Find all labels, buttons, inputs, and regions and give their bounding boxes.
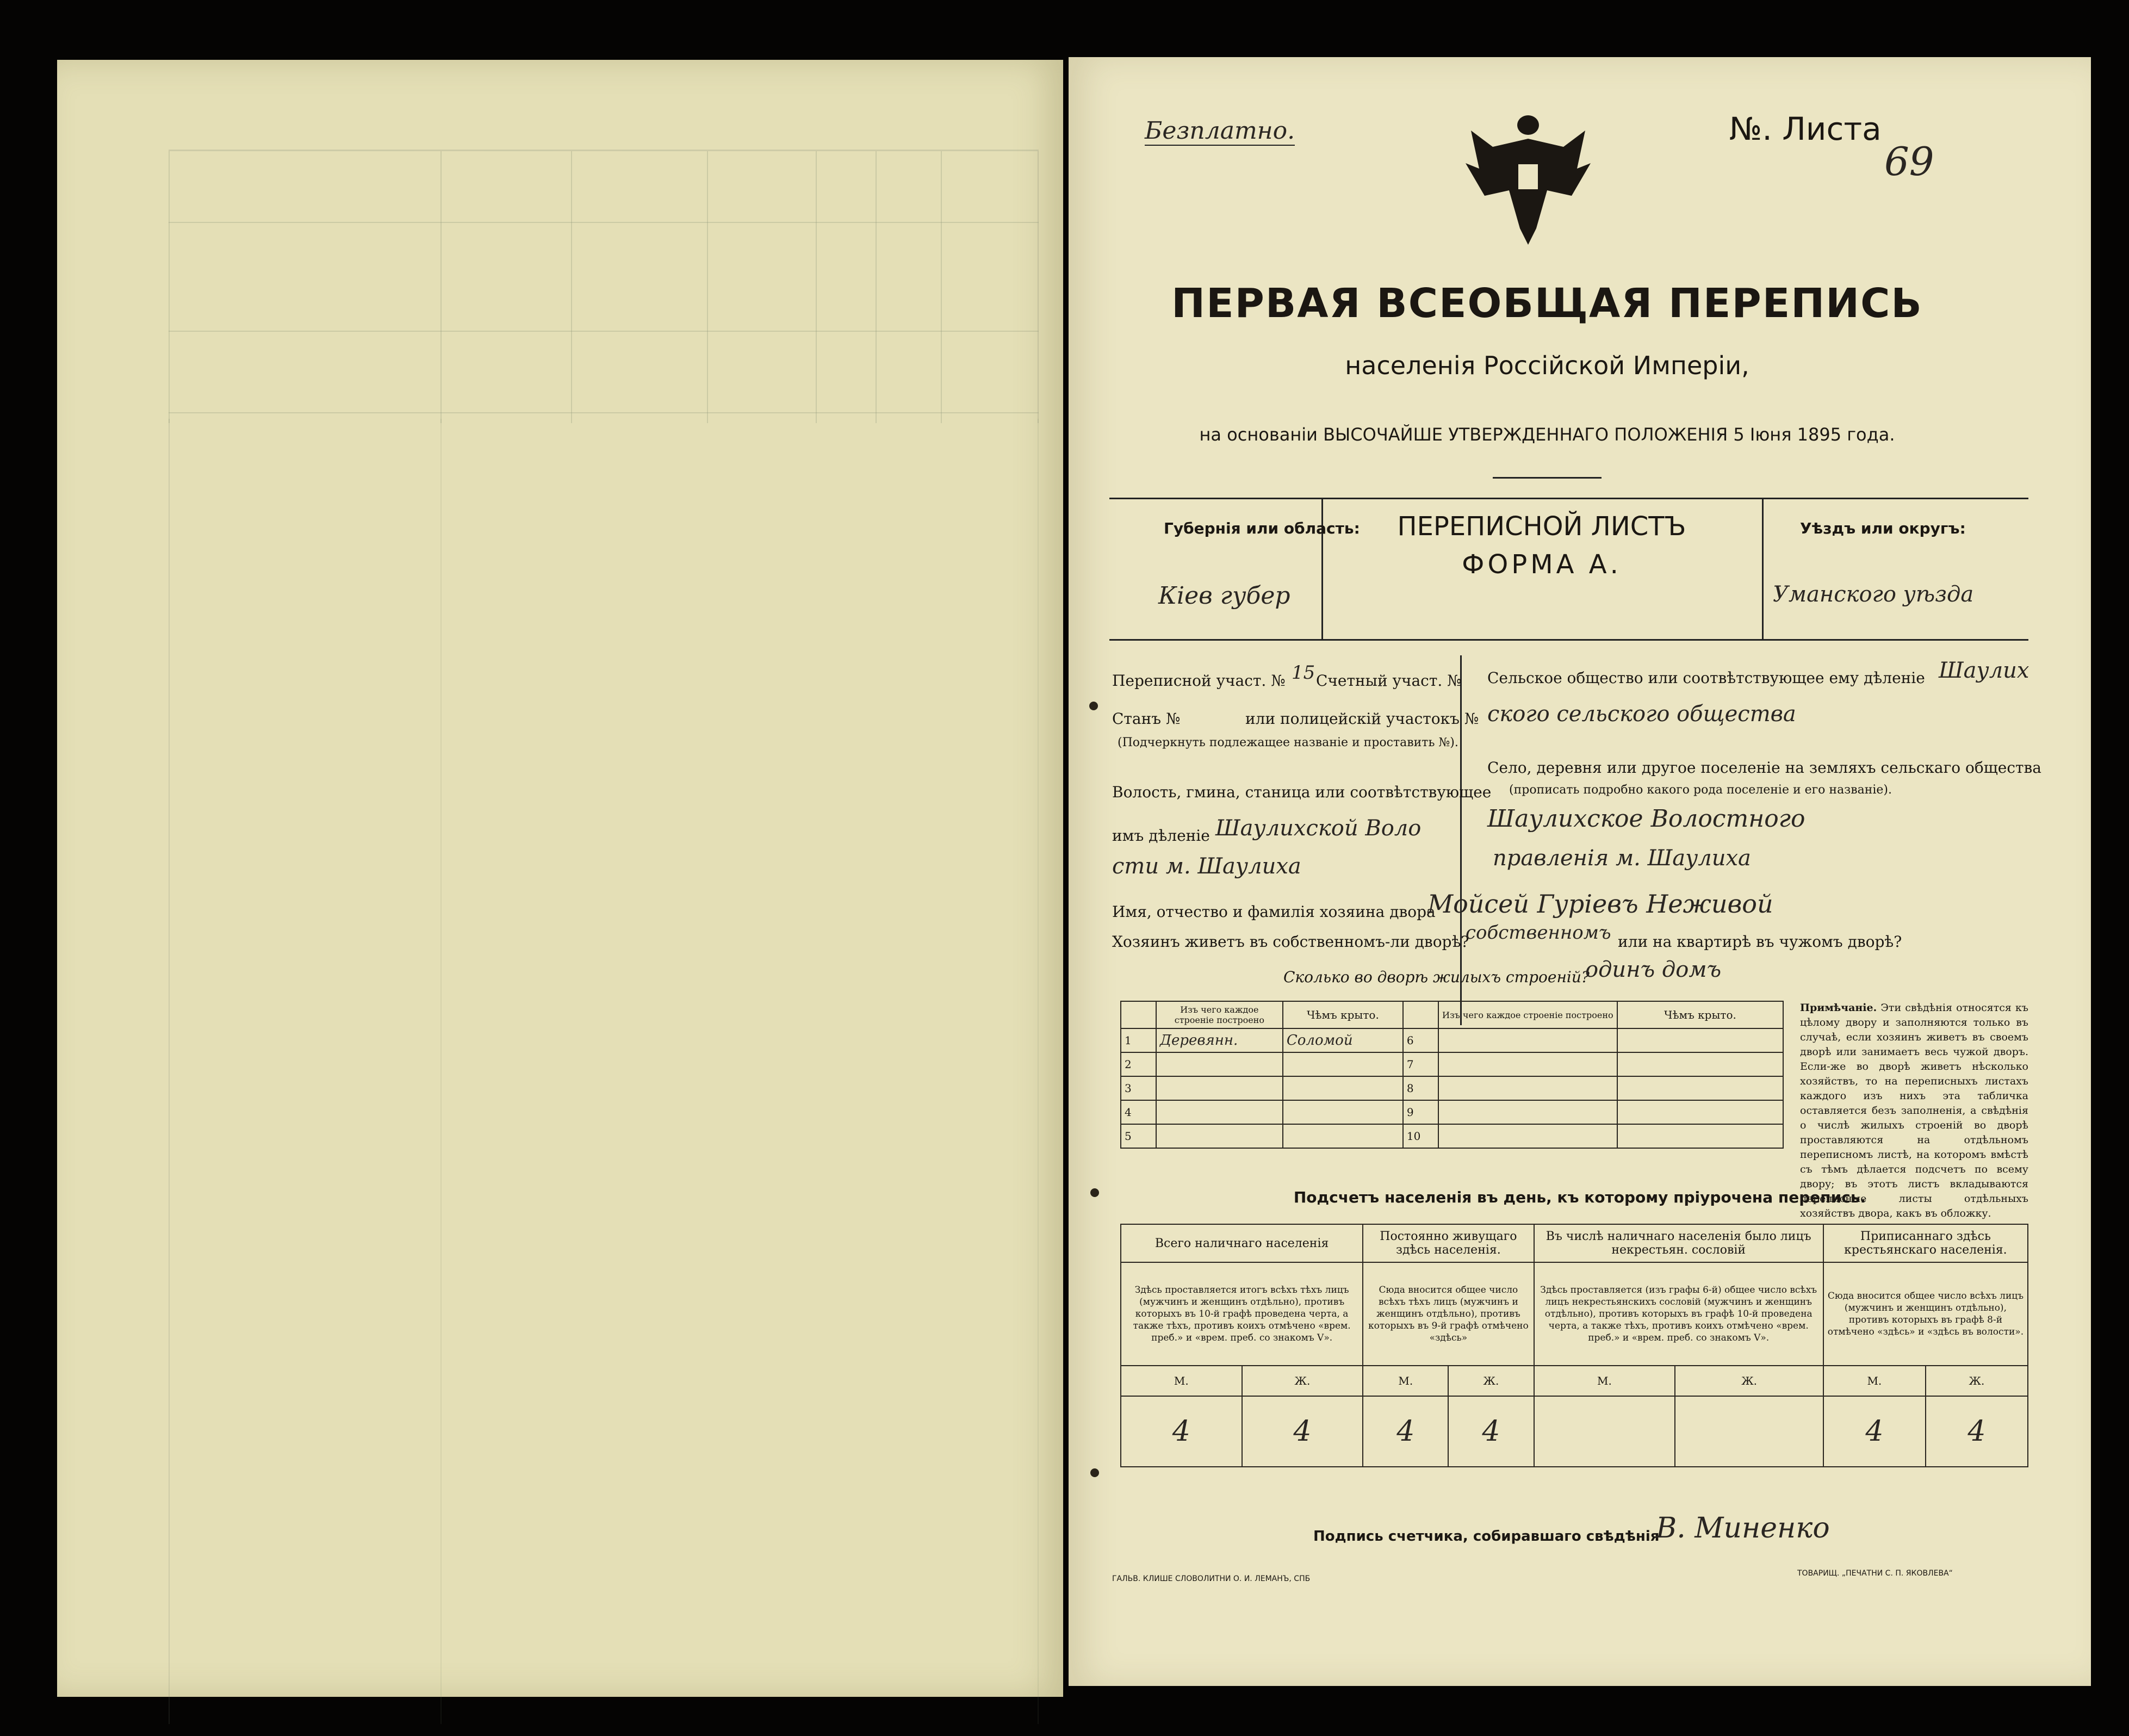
form-main-title: ПЕРВАЯ ВСЕОБЩАЯ ПЕРЕПИСЬ [1171,280,1923,327]
ornament-divider [1493,477,1602,479]
form-subtitle-a: ФОРМА А. [1462,549,1622,580]
row-number: 7 [1403,1052,1438,1076]
count-value: 4 [1242,1396,1363,1467]
volost-value: Шаулихской Воло [1215,816,1422,841]
count-description: Здѣсь проставляется (изъ графы 6-й) общее число всѣхъ лицъ некрестьянскихъ сословій (мужчинъ и женщинъ отдѣльно), противъ которыхъ въ графѣ 10-й проведена черта, а также тѣхъ, противъ коихъ отмѣчено «врем. преб.» и «врем. преб. со знакомъ V». [1534,1262,1823,1366]
sex-m: М. [1121,1366,1242,1396]
region-box [1109,498,2028,639]
count-description: Сюда вносится общее число всѣхъ тѣхъ лицъ (мужчинъ и женщинъ отдѣльно), противъ которыхъ въ 9-й графѣ отмѣчено «здѣсь» [1363,1262,1534,1366]
signature-value: В. Миненко [1656,1512,1830,1545]
printer-left: ГАЛЬВ. КЛИШЕ СЛОВОЛИТНИ О. И. ЛЕМАНЪ, СПБ [1112,1574,1311,1583]
sex-m: М. [1823,1366,1926,1396]
selskoe-value: Шаулих [1939,658,2029,683]
count-header: Постоянно живущаго здѣсь населенія. [1363,1224,1534,1262]
owner-label: Имя, отчество и фамилія хозяина двора [1112,903,1436,921]
schetny-label: Счетный участ. № [1316,672,1462,690]
sex-f: Ж. [1448,1366,1534,1396]
row-number: 3 [1121,1076,1156,1100]
row-number: 8 [1403,1076,1438,1100]
guberniya-label: Губернія или область: [1164,519,1360,537]
uchastok-label: Переписной участ. № [1112,672,1286,690]
note-title: Примѣчаніе. [1800,1002,1877,1014]
form-title: ПЕРЕПИСНОЙ ЛИСТЪ [1397,511,1686,542]
roof-cell: Соломой [1283,1028,1403,1052]
underline-note: (Подчеркнуть подлежащее названіе и проставить №). [1118,736,1458,749]
uezd-label: Уѣздъ или округъ: [1800,519,1966,537]
row-number: 5 [1121,1124,1156,1148]
volost-label: Волость, гмина, станица или соотвѣтствующее [1112,783,1492,801]
col-material: Изъ чего каждое строеніе построено [1156,1001,1283,1028]
police-label: или полицейскій участокъ № [1245,710,1479,728]
row-number: 4 [1121,1100,1156,1124]
count-value: 4 [1363,1396,1448,1467]
volost-value-2: сти м. Шаулиха [1112,854,1301,879]
col-material-2: Изъ чего каждое строеніе построено [1438,1001,1617,1028]
free-label: Безплатно. [1145,117,1295,145]
uchastok-value: 15 [1292,662,1315,684]
sex-f: Ж. [1675,1366,1823,1396]
imperial-eagle-emblem [1460,109,1596,250]
row-number: 1 [1121,1028,1156,1052]
count-value [1675,1396,1823,1467]
printer-right: ТОВАРИЩ. „ПЕЧАТНИ С. П. ЯКОВЛЕВА“ [1797,1569,1953,1578]
count-value [1534,1396,1675,1467]
left-page [57,60,1063,1697]
selo-label: Село, деревня или другое поселеніе на земляхъ сельскаго общества [1487,759,2041,777]
sex-f: Ж. [1242,1366,1363,1396]
col-roof-2: Чѣмъ крыто. [1617,1001,1783,1028]
buildings-value: одинъ домъ [1585,957,1722,982]
count-heading: Подсчетъ населенія въ день, къ которому пріурочена перепись. [1293,1188,1866,1206]
sheet-number-label: №. Листа [1729,110,1882,147]
form-subtitle: населенія Россійской Имперіи, [1345,351,1749,380]
sheet-number-value: 69 [1884,139,1934,184]
bleed-through-columns [169,419,1039,1724]
note-text: Эти свѣдѣнія относятся къ цѣлому двору и заполняются только въ случаѣ, если хозяинъ живетъ въ своемъ дворѣ или занимаетъ весь чужой дворъ. Если-же во дворѣ живетъ нѣсколько хозяйствъ, то на переписныхъ листахъ каждого изъ нихъ эта табличка оставляется безъ заполненія, а свѣдѣнія о числѣ жилыхъ строеній во дворѣ проставляются на отдѣльномъ переписномъ листѣ, на которомъ вмѣстѣ съ тѣмъ дѣлается подсчетъ по всему двору; въ этотъ листъ вкладываются переписные листы отдѣльныхъ хозяйствъ двора, какъ въ обложку. [1800,1002,2028,1219]
stan-label: Станъ № [1112,710,1181,728]
lives-value: собственномъ [1466,922,1611,944]
count-header: Въ числѣ наличнаго населенія было лицъ некрестьян. сословій [1534,1224,1823,1262]
binding-hole [1089,702,1098,710]
buildings-label: Сколько во дворѣ жилыхъ строеній? [1283,968,1590,986]
guberniya-value: Кіев губер [1158,582,1290,610]
count-value: 4 [1926,1396,2028,1467]
row-number: 6 [1403,1028,1438,1052]
uezd-value: Уманского уѣзда [1773,582,1974,607]
population-count-table [1120,1224,2028,1467]
bleed-through-header [169,150,1039,423]
row-number: 2 [1121,1052,1156,1076]
count-value: 4 [1823,1396,1926,1467]
owner-value: Мойсей Гуріевъ Неживой [1427,889,1773,919]
count-description: Сюда вносится общее число всѣхъ лицъ (мужчинъ и женщинъ отдѣльно), противъ которыхъ въ графѣ 8-й отмѣчено «здѣсь» и «здѣсь въ волости». [1823,1262,2028,1366]
selo-value-2: правленія м. Шаулиха [1493,846,1751,871]
count-header: Приписаннаго здѣсь крестьянскаго населенія. [1823,1224,2028,1262]
col-roof: Чѣмъ крыто. [1283,1001,1403,1028]
count-description: Здѣсь проставляется итогъ всѣхъ тѣхъ лицъ (мужчинъ и женщинъ отдѣльно), противъ которыхъ въ 10-й графѣ проведена черта, а также тѣхъ, противъ коихъ отмѣчено «врем. преб.» и «врем. преб. со знакомъ V». [1121,1262,1363,1366]
row-number: 10 [1403,1124,1438,1148]
selskoe-label: Сельское общество или соотвѣтствующее ему дѣленіе [1487,669,1925,687]
binding-hole [1090,1468,1099,1477]
sex-m: М. [1363,1366,1448,1396]
selskoe-value-2: ского сельского общества [1487,702,1796,727]
count-value: 4 [1448,1396,1534,1467]
material-cell: Деревянн. [1156,1028,1283,1052]
selo-note: (прописать подробно какого рода поселеніе и его названіе). [1509,783,1892,797]
lives-label: Хозяинъ живетъ въ собственномъ-ли дворѣ? [1112,933,1469,951]
buildings-table [1120,1001,1784,1149]
form-basis: на основаніи ВЫСОЧАЙШЕ УТВЕРЖДЕННАГО ПОЛОЖЕНІЯ 5 Іюня 1895 года. [1199,424,1895,445]
volost-label-2: имъ дѣленіе [1112,827,1210,845]
count-value: 4 [1121,1396,1242,1467]
row-number: 9 [1403,1100,1438,1124]
census-form-page [1069,57,2091,1686]
apartment-label: или на квартирѣ въ чужомъ дворѣ? [1618,933,1902,951]
signature-label: Подпись счетчика, собиравшаго свѣдѣнія [1313,1528,1660,1545]
sex-f: Ж. [1926,1366,2028,1396]
selo-value: Шаулихское Волостного [1487,805,1805,833]
sex-m: М. [1534,1366,1675,1396]
count-header: Всего наличнаго населенія [1121,1224,1363,1262]
